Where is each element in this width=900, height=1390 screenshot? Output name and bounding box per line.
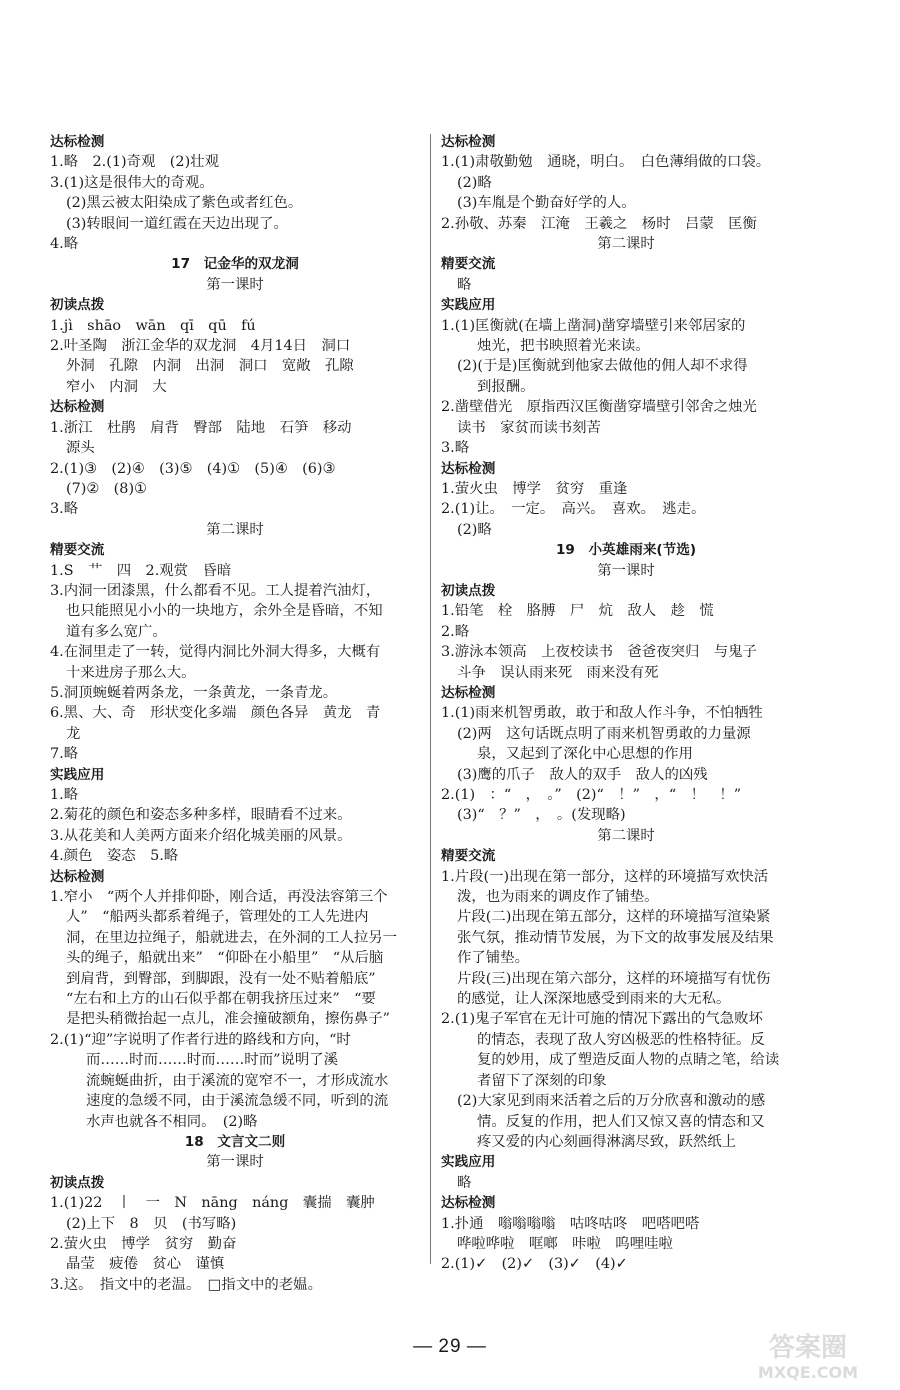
answer-line: (3)转眼间一道红霞在天边出现了。 <box>66 215 288 232</box>
lesson-title: 19 小英雄雨来(节选) <box>555 542 697 559</box>
answer-line: 烛光，把书映照着光来读。 <box>477 338 650 355</box>
answer-line: 2.(1)✓ (2)✓ (3)✓ (4)✓ <box>441 1256 628 1273</box>
answer-line: 道有多么宽广。 <box>66 623 167 640</box>
answer-line: 2.(1)③ (2)④ (3)⑤ (4)① (5)④ (6)③ <box>50 460 336 477</box>
section-heading: 精要交流 <box>441 256 496 273</box>
answer-line: 十来进房子那么大。 <box>66 664 196 681</box>
answer-line: 2.(1) ：“ ， 。” (2)“ ！” ，“ ！ ！” <box>441 787 742 803</box>
answer-line: 1.jì shāo wān qī qū fú <box>50 317 256 334</box>
answer-line: (3)鹰的爪子 敌人的双手 敌人的凶残 <box>457 766 708 783</box>
column-divider <box>430 134 431 1264</box>
answer-line: 的情态，表现了敌人穷凶极恶的性格特征。反 <box>477 1031 765 1048</box>
answer-line: (2)两 这句话既点明了雨来机智勇敢的力量源 <box>457 725 751 742</box>
lesson-period: 第二课时 <box>597 236 655 253</box>
lesson-period: 第一课时 <box>597 562 655 579</box>
section-heading: 实践应用 <box>50 766 105 783</box>
lesson-title: 18 文言文二则 <box>184 1133 286 1150</box>
answer-line: 1.(1)雨来机智勇敢，敢于和敌人作斗争，不怕牺牲 <box>441 705 763 722</box>
answer-line: 3.从花美和人美两方面来介绍化城美丽的风景。 <box>50 827 352 844</box>
section-heading: 实践应用 <box>441 297 496 314</box>
answer-line: 外洞 孔隙 内洞 出洞 洞口 宽敞 孔隙 <box>66 358 354 375</box>
answer-line: 4.略 <box>50 236 79 253</box>
section-heading: 达标检测 <box>441 1195 496 1212</box>
answer-line: 龙 <box>66 725 81 742</box>
answer-line: 3.游泳本领高 上夜校读书 爸爸夜突归 与鬼子 <box>441 644 757 661</box>
answer-line: 哗啦哗啦 哐啷 咔啦 呜哩哇啦 <box>457 1235 673 1252</box>
answer-line: 片段(二)出现在第五部分，这样的环境描写渲染紧 <box>457 909 771 926</box>
answer-line: “左右和上方的山石似乎都在朝我挤压过来” “要 <box>66 991 376 1008</box>
answer-line: 1.片段(一)出现在第一部分，这样的环境描写欢快活 <box>441 868 769 885</box>
lesson-period: 第一课时 <box>206 1154 264 1171</box>
section-heading: 初读点拨 <box>441 582 496 599</box>
section-heading: 初读点拨 <box>50 1174 105 1191</box>
watermark-line1: 答案圈 <box>768 1333 848 1363</box>
lesson-period: 第一课时 <box>206 276 264 293</box>
answer-line: 洞，在里边拉绳子，船就进去，在外洞的工人拉另一 <box>66 929 397 946</box>
answer-line: 2.叶圣陶 浙江金华的双龙洞 4月14日 洞口 <box>50 338 351 355</box>
answer-line: 疼又爱的内心刻画得淋漓尽致，跃然纸上 <box>477 1133 737 1150</box>
answer-line: 的感觉，让人深深地感受到雨来的大无私。 <box>457 991 731 1008</box>
answer-line: 略 <box>457 1174 472 1191</box>
answer-line: (3)“ ？” ， 。(发现略) <box>457 807 626 824</box>
answer-line: 3.略 <box>50 501 79 518</box>
section-heading: 达标检测 <box>441 460 496 477</box>
answer-line: 略 <box>457 276 472 293</box>
answer-line: 张气氛，推动情节发展，为下文的故事发展及结果 <box>457 929 774 946</box>
answer-line: (7)② (8)① <box>66 480 147 497</box>
answer-line: 3.略 <box>441 440 470 457</box>
answer-line: 1.略 <box>50 787 79 803</box>
watermark-line2: MXQE.COM <box>757 1363 859 1382</box>
watermark-logo <box>728 1326 888 1382</box>
answer-line: 1.(1)肃敬勤勉 通晓，明白。 白色薄绢做的口袋。 <box>441 154 771 171</box>
answer-line: 人” “船两头都系着绳子，管理处的工人先进内 <box>66 909 369 926</box>
answer-line: 到肩背，到臀部，到脚跟，没有一处不贴着船底” <box>66 970 376 987</box>
answer-line: 读书 家贫而读书刻苦 <box>457 419 601 436</box>
answer-line: (2)大家见到雨来活着之后的万分欣喜和激动的感 <box>457 1093 766 1110</box>
answer-line: 2.凿壁借光 原指西汉匡衡凿穿墙壁引邻舍之烛光 <box>441 399 757 416</box>
answer-line: 6.黑、大、奇 形状变化多端 颜色各异 黄龙 青 <box>50 705 381 722</box>
answer-line: 复的妙用，成了塑造反面人物的点睛之笔，给读 <box>477 1052 780 1069</box>
left-column <box>50 132 420 1295</box>
answer-line: 5.洞顶蜿蜒着两条龙，一条黄龙，一条青龙。 <box>50 684 338 701</box>
answer-line: 1.略 2.(1)奇观 (2)壮观 <box>50 154 219 171</box>
page-number-dash-right: — <box>466 1336 487 1357</box>
lesson-title: 17 记金华的双龙洞 <box>171 256 299 273</box>
answer-line: (2)略 <box>457 174 492 191</box>
answer-line: 2.孙敬、苏秦 江淹 王羲之 杨时 吕蒙 匡衡 <box>441 215 757 232</box>
answer-line: 泉，又起到了深化中心思想的作用 <box>477 746 693 763</box>
answer-line: 2.(1)让。 一定。 高兴。 喜欢。 逃走。 <box>441 501 706 518</box>
answer-line: 也只能照见小小的一块地方，余外全是昏暗，不知 <box>66 603 383 620</box>
section-heading: 达标检测 <box>50 868 105 885</box>
answer-line: 速度的急缓不同，由于溪流急缓不同，听到的流 <box>86 1093 389 1110</box>
answer-line: 1.窄小 “两个人并排仰卧，刚合适，再没法容第三个 <box>50 889 388 906</box>
answer-line: 2.略 <box>441 623 470 640</box>
lesson-period: 第二课时 <box>206 521 264 538</box>
answer-line: 水声也就各不相同。 (2)略 <box>86 1113 258 1130</box>
section-heading: 精要交流 <box>50 542 105 559</box>
answer-line: 1.扑通 嗡嗡嗡嗡 咕咚咕咚 吧嗒吧嗒 <box>441 1215 700 1232</box>
answer-line: 2.(1)“迎”字说明了作者行进的路线和方向，“时 <box>50 1031 351 1048</box>
answer-line: (2)黑云被太阳染成了紫色或者红色。 <box>66 195 303 212</box>
answer-line: 者留下了深刻的印象 <box>477 1072 607 1089</box>
page-number-dash-left: — <box>413 1336 434 1357</box>
answer-line: 片段(三)出现在第六部分，这样的环境描写有忧伤 <box>457 970 771 987</box>
answer-line: 窄小 内洞 大 <box>66 378 167 395</box>
section-heading: 达标检测 <box>441 134 496 150</box>
page-number-value: 29 <box>438 1336 462 1357</box>
answer-line: (2)(于是)匡衡就到他家去做他的佣人却不求得 <box>457 358 748 375</box>
section-heading: 精要交流 <box>441 848 496 865</box>
answer-line: 是把头稍微抬起一点儿，准会撞破额角，擦伤鼻子” <box>66 1011 390 1028</box>
section-heading: 达标检测 <box>50 134 105 150</box>
answer-line: 流蜿蜒曲折，由于溪流的宽窄不一，才形成流水 <box>86 1072 389 1089</box>
answer-line: 4.颜色 姿态 5.略 <box>50 848 179 865</box>
answer-line: 泼，也为雨来的调皮作了铺垫。 <box>457 889 659 906</box>
answer-line: 源头 <box>66 440 95 457</box>
answer-line: (3)车胤是个勤奋好学的人。 <box>457 195 636 212</box>
answer-line: 2.菊花的颜色和姿态多种多样，眼睛看不过来。 <box>50 807 352 824</box>
answer-line: 7.略 <box>50 746 79 763</box>
answer-line: 晶莹 疲倦 贫心 谨慎 <box>66 1256 225 1273</box>
section-heading: 达标检测 <box>50 399 105 416</box>
answer-line: (2)略 <box>457 521 492 538</box>
answer-line: 2.(1)鬼子军官在无计可施的情况下露出的气急败坏 <box>441 1011 763 1028</box>
answer-line: 1.(1)匡衡就(在墙上凿洞)凿穿墙壁引来邻居家的 <box>441 317 746 334</box>
answer-line: 头的绳子，船就出来” “仰卧在小船里” “从后脑 <box>66 950 384 967</box>
answer-line: 作了铺垫。 <box>457 950 529 967</box>
answer-line: 而……时而……时而……时而”说明了溪 <box>86 1052 338 1069</box>
section-heading: 达标检测 <box>441 684 496 701</box>
section-heading: 实践应用 <box>441 1154 496 1171</box>
answer-line: 1.铅笔 栓 胳膊 尸 炕 敌人 趁 慌 <box>441 603 714 620</box>
lesson-period: 第二课时 <box>597 827 655 844</box>
answer-line: 情。反复的作用，把人们又惊又喜的情态和又 <box>477 1113 765 1130</box>
answer-line: 3.这。 指文中的老温。 □指文中的老媪。 <box>50 1276 322 1293</box>
answer-line: 3.内洞一团漆黑，什么都看不见。工人提着汽油灯， <box>50 582 381 599</box>
section-heading: 初读点拨 <box>50 297 105 314</box>
answer-line: 4.在洞里走了一转，觉得内洞比外洞大得多，大概有 <box>50 644 381 661</box>
answer-line: 1.S 艹 四 2.观赏 昏暗 <box>50 562 232 579</box>
answer-line: 1.萤火虫 博学 贫穷 重逢 <box>441 480 628 497</box>
answer-line: 1.(1)22 丨 一 N nāng náng 囊揣 囊肿 <box>50 1195 375 1212</box>
answer-line: 2.萤火虫 博学 贫穷 勤奋 <box>50 1235 237 1252</box>
answer-line: 斗争 误认雨来死 雨来没有死 <box>457 664 659 681</box>
answer-line: 到报酬。 <box>477 378 535 395</box>
answer-line: 1.浙江 杜鹃 肩背 臀部 陆地 石笋 移动 <box>50 419 352 436</box>
answer-line: 3.(1)这是很伟大的奇观。 <box>50 174 214 191</box>
right-column <box>441 132 811 1275</box>
answer-line: (2)上下 8 贝 (书写略) <box>66 1215 237 1232</box>
